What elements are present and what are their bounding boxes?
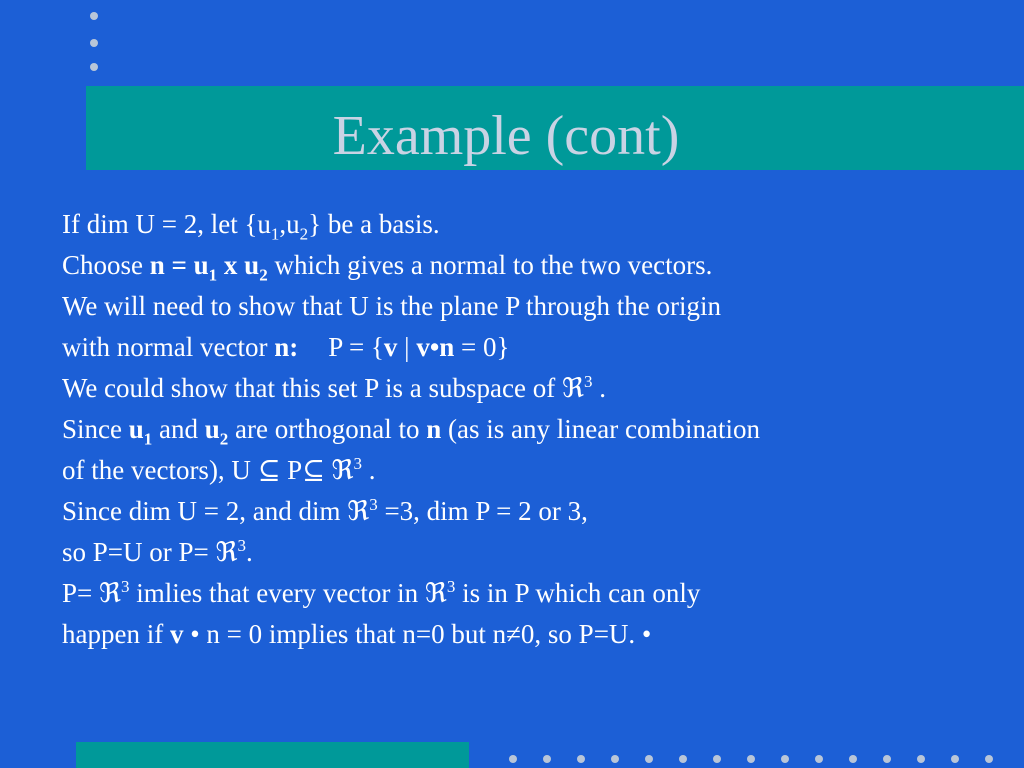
body-line-5	[62, 368, 1002, 409]
text: If dim U = 2, let {u	[62, 209, 271, 239]
decor-dot	[645, 755, 653, 763]
text: =3, dim P = 2 or 3,	[377, 496, 588, 526]
body-line-6	[62, 409, 1002, 450]
text: P	[280, 455, 303, 485]
decor-dot	[917, 755, 925, 763]
decor-dot	[577, 755, 585, 763]
decor-dot	[883, 755, 891, 763]
subset-symbol: ⊆	[257, 455, 281, 485]
decor-dot	[611, 755, 619, 763]
superscript: 3	[369, 495, 378, 514]
text: Since dim U = 2, and dim	[62, 496, 348, 526]
text: with normal vector	[62, 332, 275, 362]
subscript: 2	[299, 224, 309, 244]
text: P=	[62, 578, 99, 608]
bold-text: n	[426, 414, 442, 444]
body-line-4	[62, 327, 1002, 368]
decor-dot	[747, 755, 755, 763]
text: which gives a normal to the two vectors.	[267, 250, 713, 280]
superscript: 3	[120, 577, 130, 596]
text: We could show that this set P is a subspace of	[62, 373, 563, 403]
subscript: 1	[270, 224, 280, 244]
decor-dot	[713, 755, 721, 763]
text: (as is any linear combination	[441, 414, 760, 444]
decor-dot	[951, 755, 959, 763]
text: and	[152, 414, 205, 444]
text: |	[397, 332, 417, 362]
superscript: 3	[353, 454, 362, 473]
decor-dot	[679, 755, 687, 763]
body-line-1	[62, 204, 1002, 245]
text: Since	[62, 414, 129, 444]
decor-dot	[90, 12, 98, 20]
text: .	[592, 373, 606, 403]
slide-body	[62, 204, 1002, 655]
body-line-10	[62, 573, 1002, 614]
text: .	[245, 537, 253, 567]
text: = 0}	[454, 332, 510, 362]
reals-symbol: ℜ	[347, 496, 370, 526]
decor-dot	[90, 39, 98, 47]
decor-dot	[543, 755, 551, 763]
text: are orthogonal to	[228, 414, 427, 444]
reals-symbol: ℜ	[215, 537, 238, 567]
body-line-9	[62, 532, 1002, 573]
bold-text: x u	[217, 250, 260, 280]
reals-symbol: ℜ	[562, 373, 584, 403]
text: We will need to show that U is the plane P through the origin	[62, 291, 721, 321]
decor-dot	[849, 755, 857, 763]
bold-text: u	[204, 414, 220, 444]
text: happen if	[62, 619, 170, 649]
subset-symbol: ⊆	[302, 455, 325, 485]
decor-dot	[781, 755, 789, 763]
bold-text: v	[383, 332, 398, 362]
decor-dot	[90, 63, 98, 71]
decor-dot	[509, 755, 517, 763]
text: P = {	[328, 332, 384, 362]
superscript: 3	[584, 372, 593, 391]
bold-text: u	[128, 414, 144, 444]
text: imlies that every vector in	[129, 578, 425, 608]
reals-symbol: ℜ	[99, 578, 121, 608]
body-line-7	[62, 450, 1002, 491]
text: • n = 0 implies that n=0 but n≠0, so P=U. •	[183, 619, 652, 649]
bold-text: n:	[274, 332, 299, 362]
decor-dot	[985, 755, 993, 763]
text: Choose	[62, 250, 150, 280]
text: is in P which can only	[455, 578, 701, 608]
text: of the vectors), U	[62, 455, 258, 485]
superscript: 3	[237, 536, 246, 555]
body-line-2	[62, 245, 1002, 286]
bold-text: n = u	[149, 250, 209, 280]
body-line-3	[62, 286, 1002, 327]
superscript: 3	[446, 577, 456, 596]
text: so P=U or P=	[62, 537, 216, 567]
slide-title: Example (cont)	[332, 105, 680, 167]
subscript: 1	[143, 429, 153, 449]
body-line-8	[62, 491, 1002, 532]
subscript: 2	[259, 265, 268, 285]
subscript: 2	[219, 429, 229, 449]
subscript: 1	[208, 265, 218, 285]
decor-dot	[815, 755, 823, 763]
text: .	[361, 455, 376, 485]
bold-text: v•n	[416, 332, 455, 362]
reals-symbol: ℜ	[424, 578, 447, 608]
reals-symbol: ℜ	[331, 455, 354, 485]
text: ,u	[279, 209, 300, 239]
text: } be a basis.	[308, 209, 440, 239]
body-line-11	[62, 614, 1002, 655]
bold-text: v	[169, 619, 184, 649]
bottom-accent-bar	[76, 742, 469, 768]
